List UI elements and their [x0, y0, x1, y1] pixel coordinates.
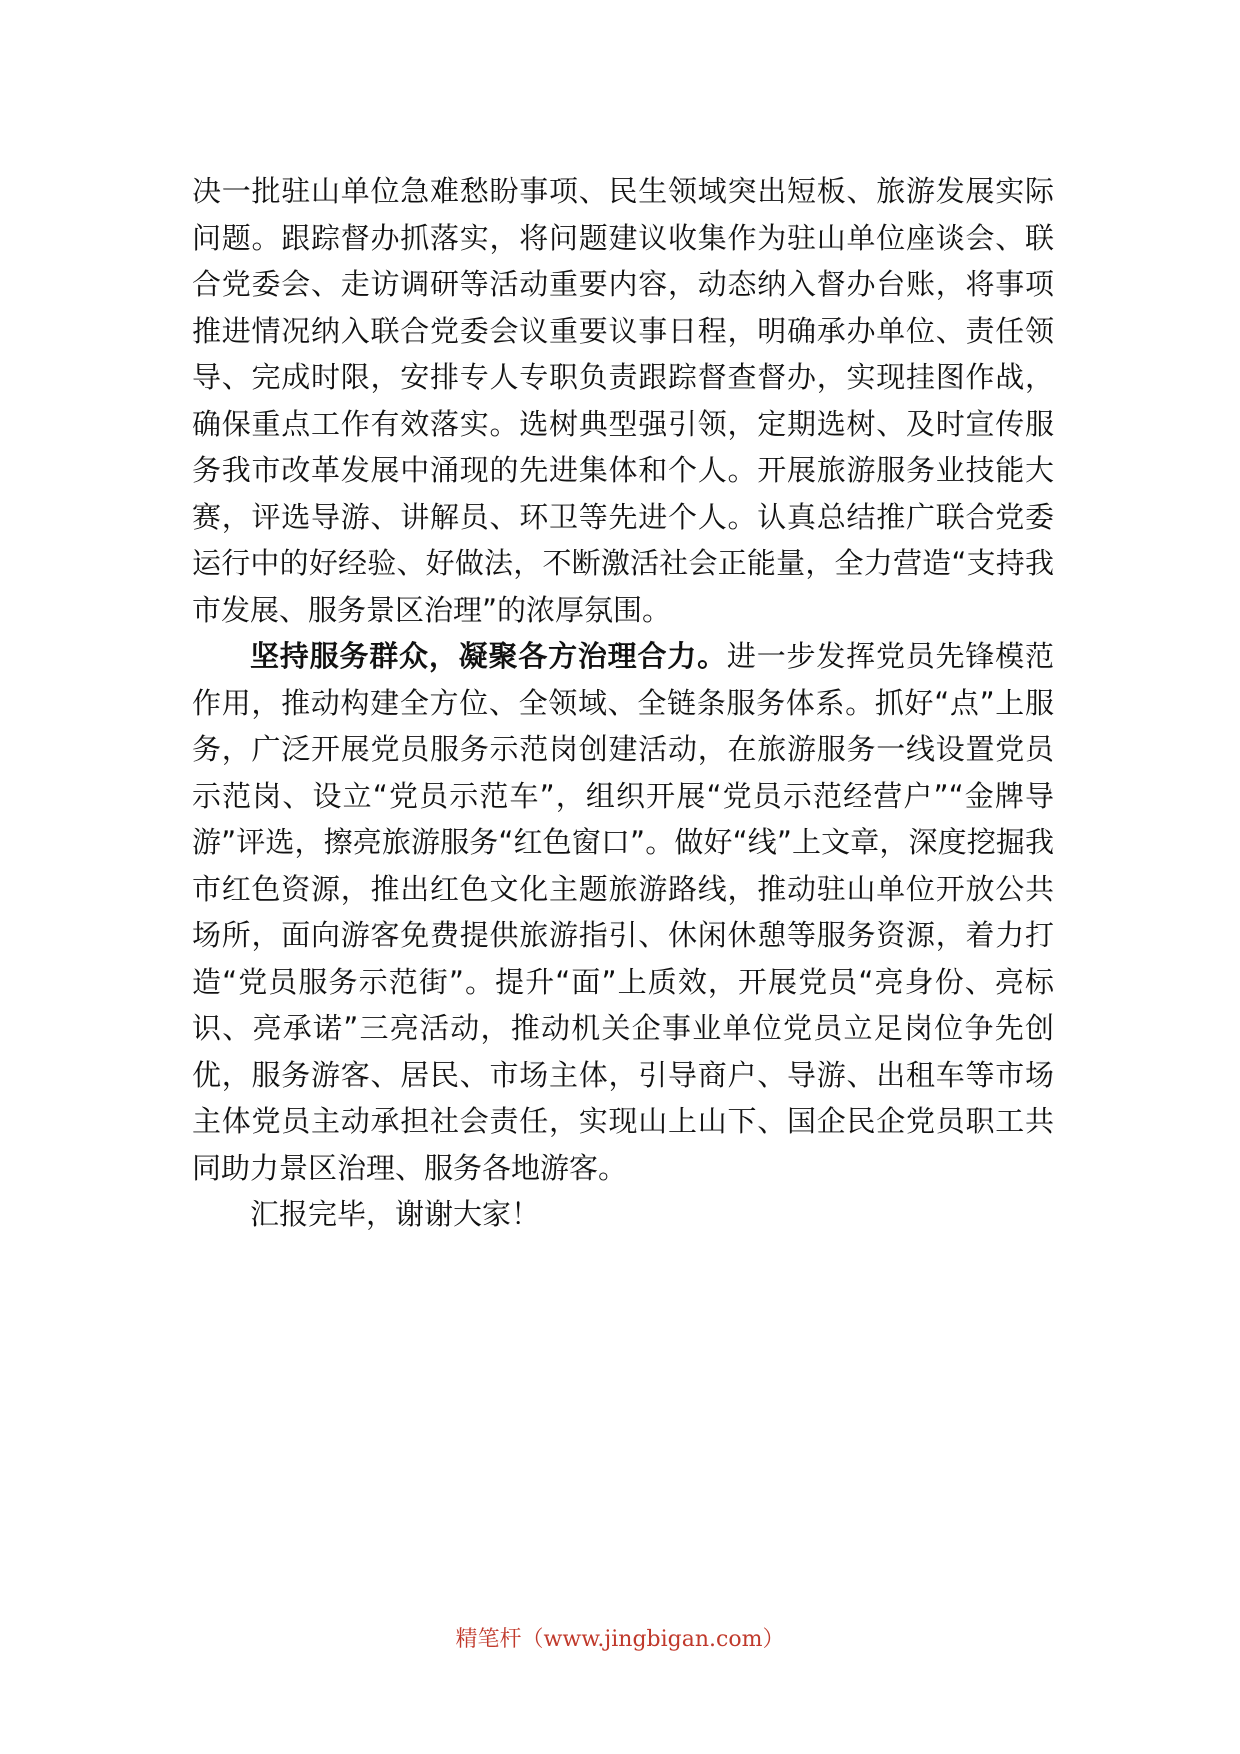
paragraph-serve-masses [192, 633, 1054, 1191]
paragraph-heading: 坚持服务群众，凝聚各方治理合力。 [250, 639, 727, 673]
closing-remark: 汇报完毕，谢谢大家！ [250, 1197, 541, 1231]
document-body [192, 168, 1054, 1238]
footer-watermark: 精笔杆（www.jingbigan.com） [455, 1627, 785, 1652]
paragraph-continued: 决一批驻山单位急难愁盼事项、民生领域突出短板、旅游发展实际问题。跟踪督办抓落实，将问题建议收集作为驻山单位座谈会、联合党委会、走访调研等活动重要内容，动态纳入督办台账，将事项推进情况纳入联合党委会议重要议事日程，明确承办单位、责任领导、完成时限，安排专人专职负责跟踪督查督办，实现挂图作战，确保重点工作有效落实。选树典型强引领，定期选树、及时宣传服务我市改革发展中涌现的先进集体和个人。开展旅游服务业技能大赛，评选导游、讲解员、环卫等先进个人。认真总结推广联合党委运行中的好经验、好做法，不断激活社会正能量，全力营造“支持我市发展、服务景区治理”的浓厚氛围。 [192, 174, 1054, 627]
paragraph-body: 进一步发挥党员先锋模范作用，推动构建全方位、全领域、全链条服务体系。抓好“点”上服务，广泛开展党员服务示范岗创建活动，在旅游服务一线设置党员示范岗、设立“党员示范车”，组织开展“党员示范经营户”“金牌导游”评选，擦亮旅游服务“红色窗口”。做好“线”上文章，深度挖掘我市红色资源，推出红色文化主题旅游路线，推动驻山单位开放公共场所，面向游客免费提供旅游指引、休闲休憩等服务资源，着力打造“党员服务示范街”。提升“面”上质效，开展党员“亮身份、亮标识、亮承诺”三亮活动，推动机关企事业单位党员立足岗位争先创优，服务游客、居民、市场主体，引导商户、导游、出租车等市场主体党员主动承担社会责任，实现山上山下、国企民企党员职工共同助力景区治理、服务各地游客。 [192, 639, 1054, 1185]
